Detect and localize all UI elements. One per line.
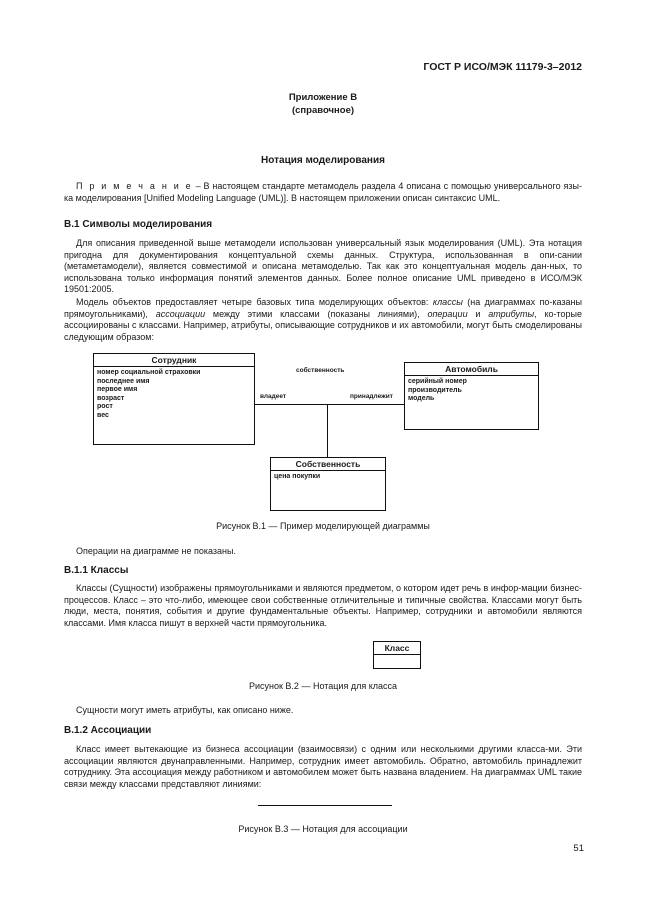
- attribute: вес: [97, 411, 109, 419]
- heading-b11: В.1.1 Классы: [64, 565, 129, 576]
- entities-attributes-note: Сущности могут иметь атрибуты, как описано ниже.: [76, 705, 294, 715]
- association-line: [254, 404, 404, 405]
- operations-note: Операции на диаграмме не показаны.: [76, 546, 237, 556]
- attribute: номер социальной страховки: [97, 369, 201, 376]
- attribute: производитель: [408, 386, 462, 394]
- text-run: , ко-торые ассоциированы с классами. Например, атрибуты, описывающие сотрудников и их автомобили, могут быть смоделированы следующим образом:: [64, 308, 582, 342]
- attribute: последнее имя: [97, 377, 150, 385]
- class-employee-attributes: [94, 367, 254, 423]
- association-label: собственность: [296, 367, 345, 374]
- text-run: между этими классами (показаны линиями),: [205, 308, 428, 319]
- association-notation-line: [258, 805, 392, 806]
- class-employee: [93, 353, 255, 445]
- text-run: (на диаграммах по-казаны прямоугольниками),: [64, 297, 583, 319]
- association-class-connector: [327, 404, 328, 457]
- class-ownership-title: Собственность: [271, 458, 385, 471]
- b1-paragraph-1: Для описания приведенной выше метамодели использован универсальный язык моделирования (UML). Эта нотация пригодна для документирования концептуальной схемы данных. Структура, использованная в опи-сании (метаметамодели), является совместимой и описана метамоделью. Так как это концептуальная модель дан-ных, то использована только информация понятий элементов данных. Более полное описание UML приведено в ИСО/МЭК 19501:2005.: [64, 238, 582, 295]
- document-code: ГОСТ Р ИСО/МЭК 11179-3–2012: [423, 61, 582, 73]
- figure-caption-b2: Рисунок В.2 — Нотация для класса: [248, 681, 398, 691]
- text-run: и: [467, 308, 489, 319]
- attribute: возраст: [97, 394, 125, 402]
- class-notation-title: Класс: [374, 642, 420, 655]
- term-classes: классы: [432, 297, 463, 307]
- note-label: П р и м е ч а н и е: [76, 181, 193, 191]
- class-car-attributes: [405, 376, 538, 406]
- heading-b1: В.1 Символы моделирования: [64, 219, 213, 230]
- b11-paragraph: Классы (Сущности) изображены прямоугольниками и являются предметом, о котором идет речь в инфор-мации бизнес-процессов. Класс – это что-либо, имеющее свои собственные отличительные и типичные свойства. Классами могут быть люди, места, понятия, события и другие фундаментальные объекты. Например, сотрудники и автомобили являются классами. Имя класса пишут в верхней части прямоугольника.: [64, 583, 582, 628]
- term-operations: операции: [427, 308, 468, 319]
- b1-paragraph-2: [64, 297, 582, 343]
- appendix-subtitle: (справочное): [291, 105, 355, 116]
- figure-caption-b3: Рисунок В.3 — Нотация для ассоциации: [238, 824, 408, 834]
- heading-b12: В.1.2 Ассоциации: [64, 725, 152, 736]
- section-title: Нотация моделирования: [261, 155, 385, 166]
- note-text: – В настоящем стандарте метамодель раздела 4 описана с помощью универсального язы-ка моделирования [Unified Modeling Language (UML)]. В настоящем приложении описан синтаксис UML.: [64, 181, 582, 203]
- class-ownership-attributes: [271, 471, 385, 484]
- b12-paragraph: Класс имеет вытекающие из бизнеса ассоциации (взаимосвязи) с одним или несколькими другими класса-ми. Эти ассоциации являются двунаправленными. Например, сотрудник имеет автомобиль. Обратно, автомобиль принадлежит сотруднику. Эта ассоциация между работником и автомобилем может быть названа владением. На диаграммах UML такие связи между классами представляют линиями:: [64, 744, 582, 789]
- attribute: цена покупки: [274, 473, 321, 480]
- attribute: первое имя: [97, 386, 138, 394]
- text-run: Модель объектов предоставляет четыре базовых типа моделирующих объектов:: [76, 297, 433, 307]
- role-label-owner: владеет: [260, 393, 287, 400]
- class-car-title: Автомобиль: [405, 363, 538, 376]
- term-attributes: атрибуты: [488, 308, 535, 319]
- class-notation-box: [373, 641, 421, 669]
- note-paragraph: [64, 181, 582, 204]
- class-employee-title: Сотрудник: [94, 354, 254, 367]
- appendix-heading: [0, 91, 646, 117]
- role-label-belongs: принадлежит: [350, 393, 393, 400]
- appendix-title: Приложение В: [288, 92, 358, 103]
- page-number: 51: [573, 843, 584, 854]
- attribute: серийный номер: [408, 378, 467, 385]
- figure-caption-b1: Рисунок В.1 — Пример моделирующей диаграммы: [216, 521, 430, 531]
- term-associations: ассоциации: [155, 308, 206, 319]
- class-ownership: [270, 457, 386, 511]
- class-car: [404, 362, 539, 430]
- attribute: рост: [97, 403, 113, 411]
- attribute: модель: [408, 395, 435, 403]
